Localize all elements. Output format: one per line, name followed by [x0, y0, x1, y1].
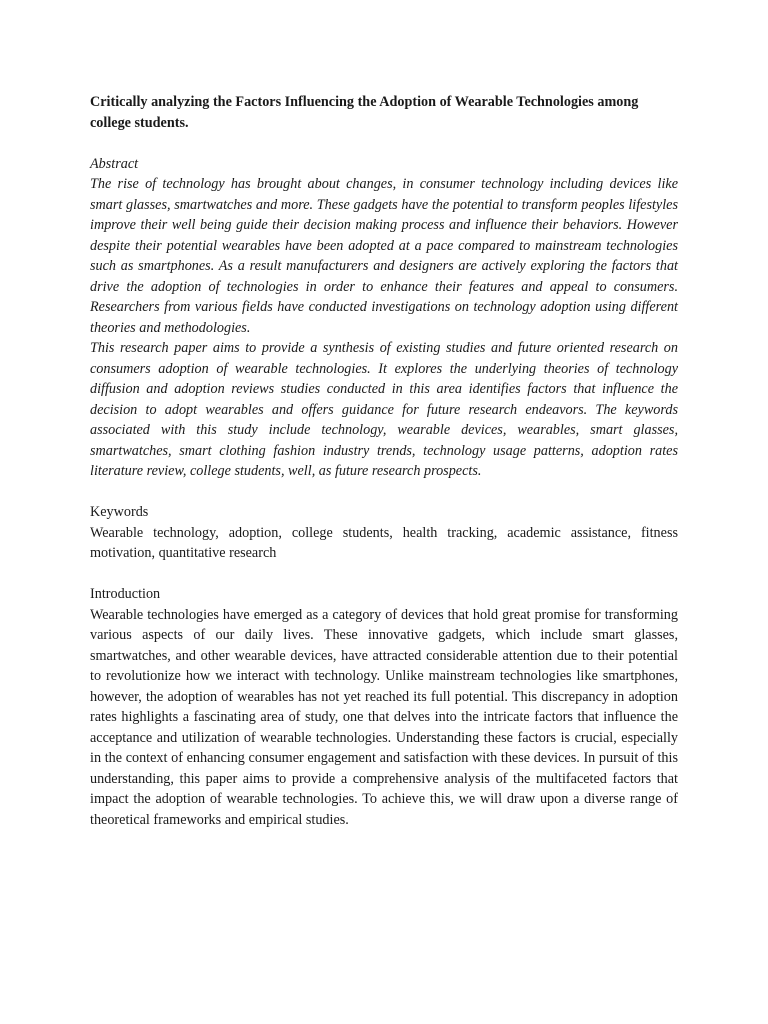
spacer	[90, 564, 678, 585]
abstract-paragraph-2: This research paper aims to provide a synthesis of existing studies and future oriented research on consumers adoption of wearable technologies. It explores the underlying theories of technology diffusion and adoption reviews studies conducted in this area identifies factors that influence the decision to adopt wearables and offers guidance for future research endeavors. The keywords associated with this study include technology, wearable devices, wearables, smart glasses, smartwatches, smart clothing fashion industry trends, technology usage patterns, adoption rates literature review, college students, well, as future research prospects.	[90, 340, 678, 479]
document-page	[90, 92, 678, 830]
introduction-heading: Introduction	[90, 586, 161, 602]
spacer	[90, 482, 678, 503]
keywords-text: Wearable technology, adoption, college students, health tracking, academic assistance, fitness motivation, quantitative research	[90, 524, 678, 561]
keywords-heading: Keywords	[90, 504, 149, 520]
introduction-text: Wearable technologies have emerged as a category of devices that hold great promise for transforming various aspects of our daily lives. These innovative gadgets, which include smart glasses, smartwatches, and other wearable devices, have attracted considerable attention due to their potential to revolutionize how we interact with technology. Unlike mainstream technologies like smartphones, however, the adoption of wearables has not yet reached its full potential. This discrepancy in adoption rates highlights a fascinating area of study, one that delves into the intricate factors that influence the acceptance and utilization of wearable technologies. Understanding these factors is crucial, especially in the context of enhancing consumer engagement and satisfaction with these devices. In pursuit of this understanding, this paper aims to provide a comprehensive analysis of the multifaceted factors that impact the adoption of wearable technologies. To achieve this, we will draw upon a diverse range of theoretical frameworks and empirical studies.	[90, 606, 678, 828]
abstract-paragraph-1: The rise of technology has brought about changes, in consumer technology including devices like smart glasses, smartwatches and more. These gadgets have the potential to transform peoples lifestyles improve their well being guide their decision making process and influence their behaviors. However despite their potential wearables have been adopted at a pace compared to mainstream technologies such as smartphones. As a result manufacturers and designers are actively exploring the factors that drive the adoption of technologies in order to enhance their features and appeal to consumers. Researchers from various fields have conducted investigations on technology adoption using different theories and methodologies.	[90, 176, 678, 336]
paper-title: Critically analyzing the Factors Influencing the Adoption of Wearable Technologies among college students.	[90, 94, 639, 131]
abstract-heading: Abstract	[90, 155, 139, 172]
spacer	[90, 133, 678, 154]
